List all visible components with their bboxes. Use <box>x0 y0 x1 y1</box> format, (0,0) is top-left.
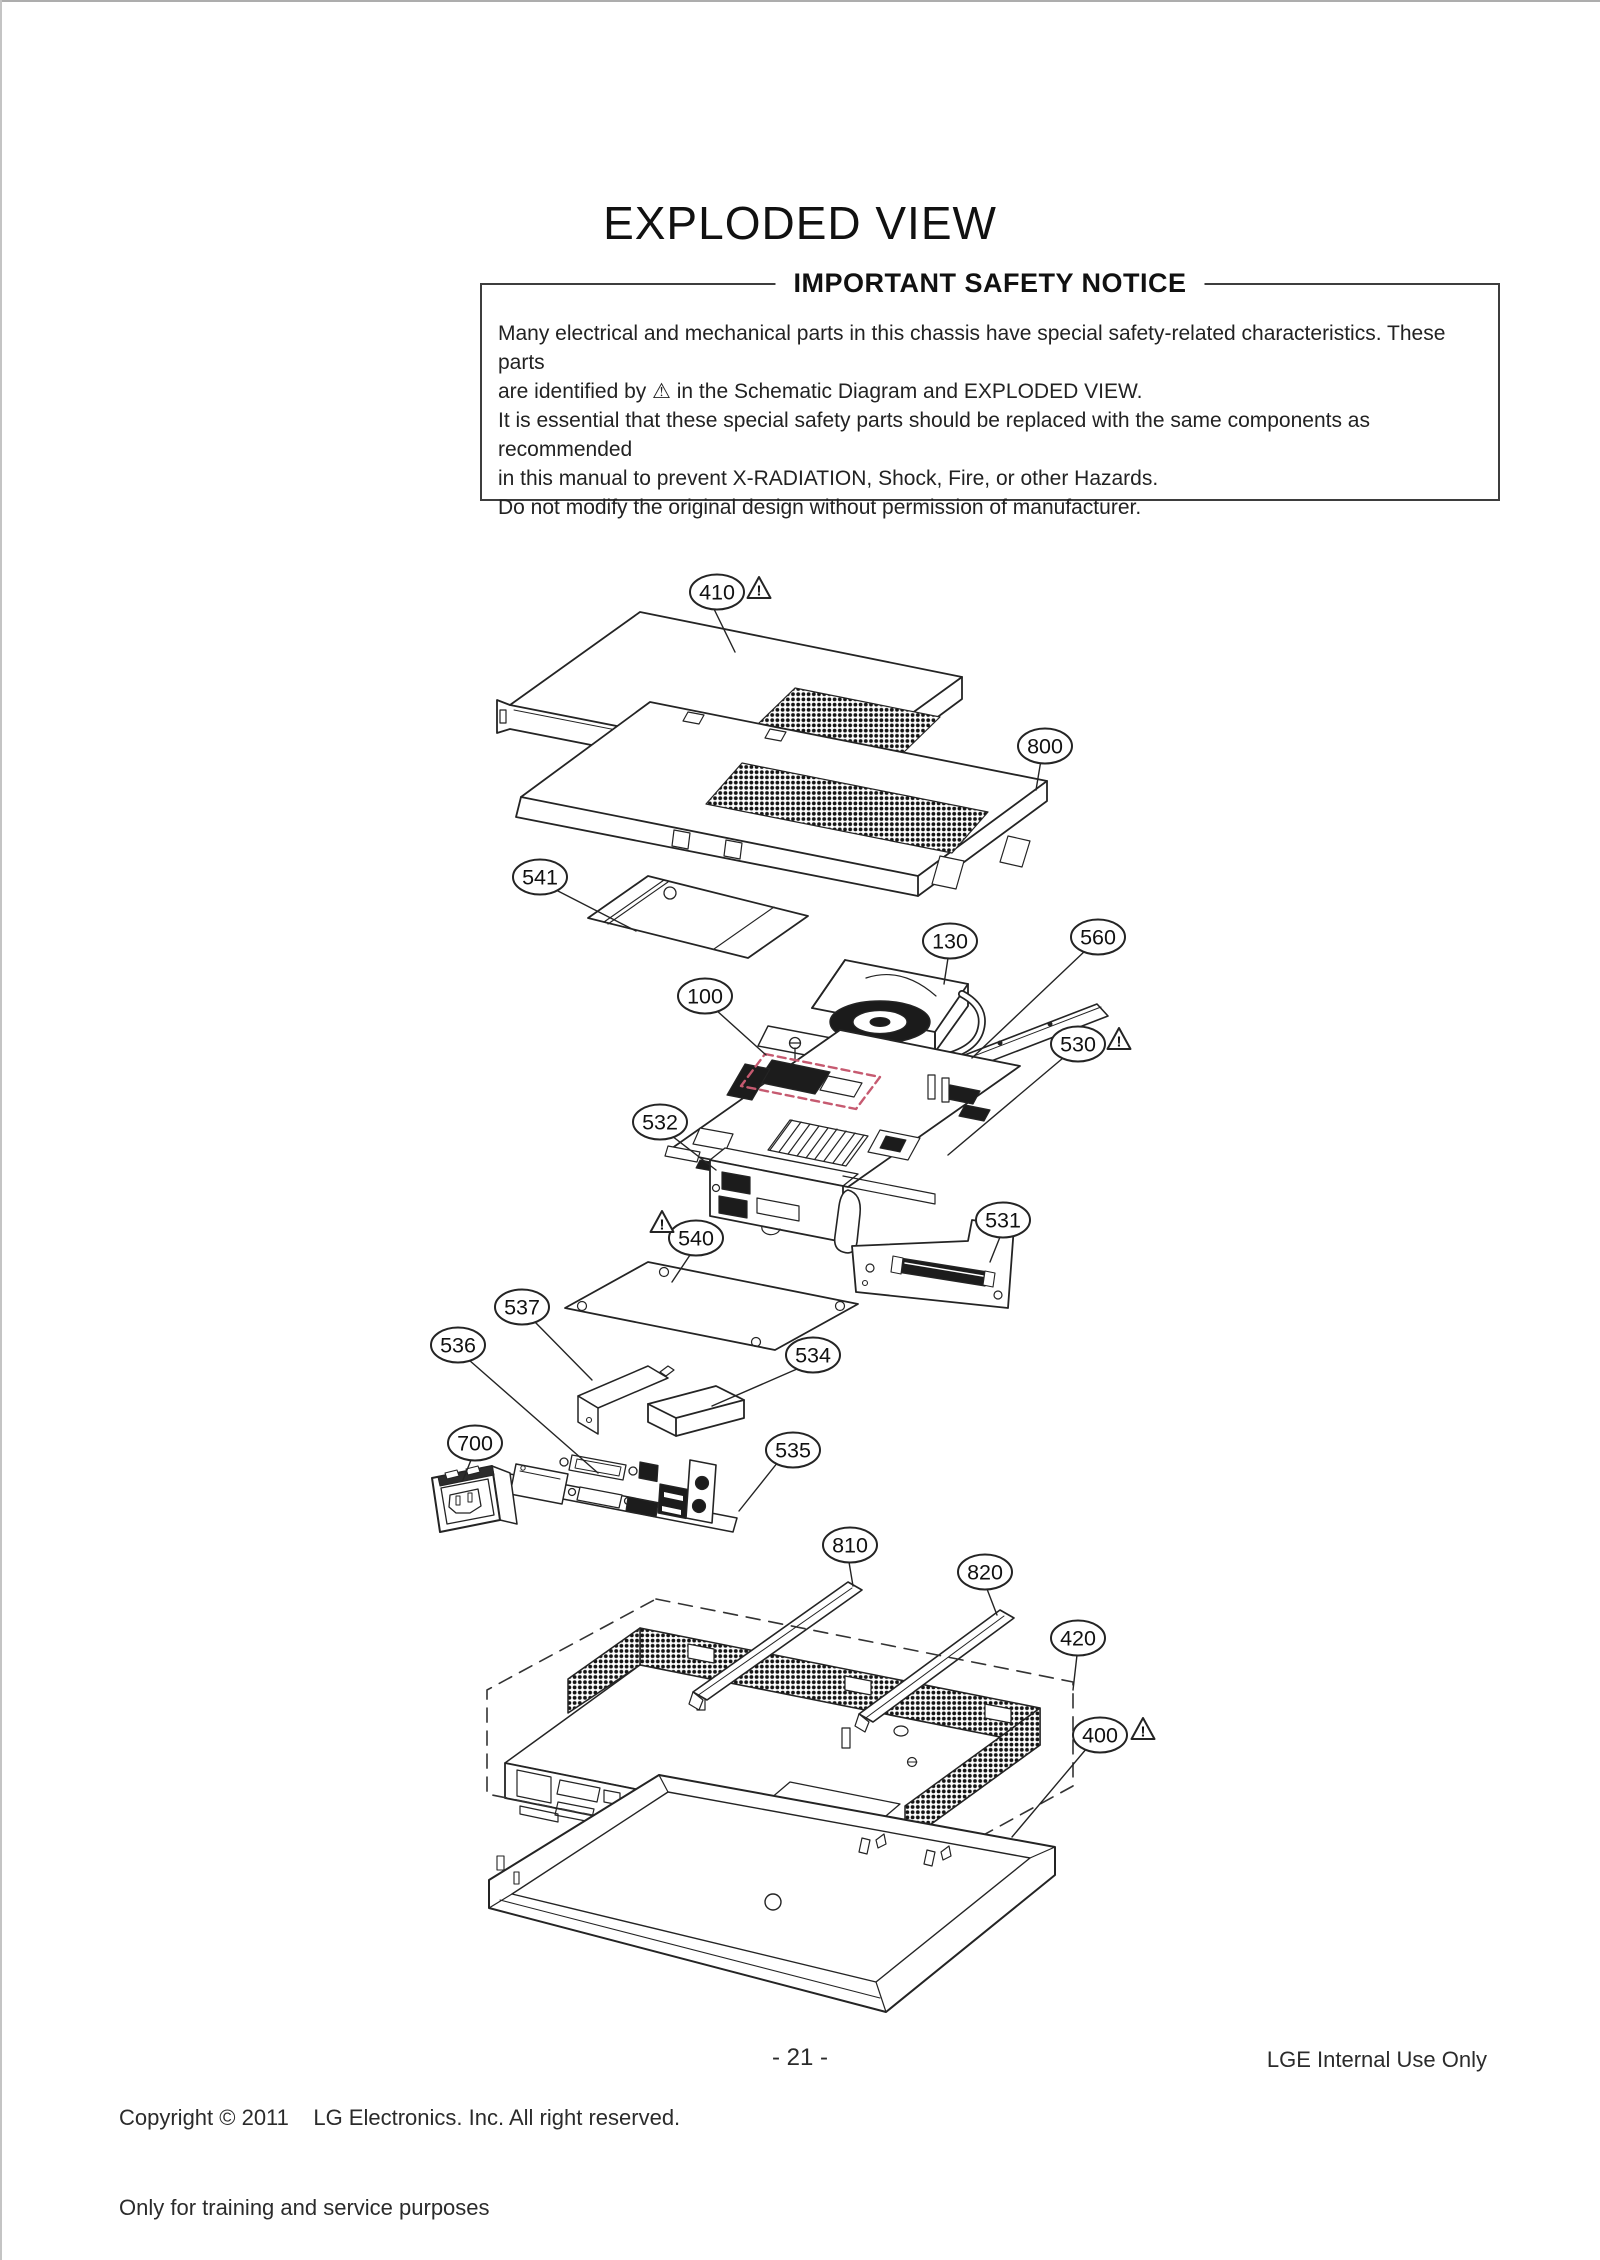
callout-number: 541 <box>522 865 558 890</box>
page-number: - 21 - <box>771 2044 828 2071</box>
warning-triangle-icon <box>1132 1718 1155 1741</box>
safety-notice-heading: IMPORTANT SAFETY NOTICE <box>775 268 1204 299</box>
callout-number: 410 <box>699 580 735 605</box>
callout-535 <box>739 1433 820 1512</box>
warning-triangle-icon <box>748 577 771 600</box>
notice-line: are identified by ⚠ in the Schematic Diagram and EXPLODED VIEW. <box>498 380 1143 403</box>
svg-text:!: ! <box>659 1216 665 1234</box>
callout-number: 800 <box>1027 734 1063 759</box>
callout-810 <box>823 1528 877 1587</box>
callout-number: 536 <box>440 1333 476 1358</box>
callout-100 <box>678 979 766 1056</box>
footer-copyright-line2: Only for training and service purposes <box>119 2195 490 2220</box>
ac-inlet <box>432 1466 517 1532</box>
callout-leader-line <box>1012 1748 1087 1837</box>
svg-text:!: ! <box>1140 1723 1146 1741</box>
notice-line: in this manual to prevent X-RADIATION, Shock, Fire, or other Hazards. <box>498 467 1159 490</box>
callout-number: 810 <box>832 1533 868 1558</box>
small-box <box>648 1386 744 1436</box>
callout-number: 537 <box>504 1295 540 1320</box>
callout-number: 534 <box>795 1343 831 1368</box>
footer-copyright-line1: Copyright © 2011 LG Electronics. Inc. All right reserved. <box>119 2105 681 2130</box>
svg-text:!: ! <box>1116 1033 1122 1051</box>
callout-leader-line <box>534 1321 592 1380</box>
footer-internal-note: LGE Internal Use Only <box>1266 2047 1487 2072</box>
svg-text:!: ! <box>756 582 762 600</box>
callout-number: 820 <box>967 1560 1003 1585</box>
callout-leader-line <box>716 1010 766 1055</box>
notice-line: Many electrical and mechanical parts in this chassis have special safety-related characteristics. These parts <box>498 322 1446 374</box>
callout-number: 420 <box>1060 1626 1096 1651</box>
callout-leader-line <box>712 1369 797 1406</box>
warning-triangle-icon <box>651 1211 674 1234</box>
insulation-sheet <box>588 876 808 958</box>
callout-820 <box>958 1555 1012 1616</box>
callout-leader-line <box>987 1589 997 1615</box>
callout-number: 400 <box>1082 1723 1118 1748</box>
callout-130 <box>923 924 977 985</box>
notice-line: Do not modify the original design without permission of manufacturer. <box>498 496 1142 519</box>
callout-420 <box>1051 1621 1105 1691</box>
callout-number: 560 <box>1080 925 1116 950</box>
rear-panel-assembly <box>506 1455 737 1532</box>
callout-number: 530 <box>1060 1032 1096 1057</box>
callout-number: 535 <box>775 1438 811 1463</box>
page-title: EXPLODED VIEW <box>603 197 997 249</box>
callout-number: 130 <box>932 929 968 954</box>
warning-triangle-icon <box>1108 1028 1131 1051</box>
callout-leader-line <box>739 1462 778 1511</box>
footer-copyright <box>119 2043 680 2260</box>
callout-leader-line <box>1073 1655 1077 1690</box>
notice-line: It is essential that these special safety parts should be replaced with the same components as recommended <box>498 409 1370 461</box>
callout-number: 540 <box>678 1226 714 1251</box>
callout-number: 100 <box>687 984 723 1009</box>
callout-number: 531 <box>985 1208 1021 1233</box>
callout-number: 532 <box>642 1110 678 1135</box>
vga-connector <box>560 1455 637 1480</box>
callout-number: 700 <box>457 1431 493 1456</box>
